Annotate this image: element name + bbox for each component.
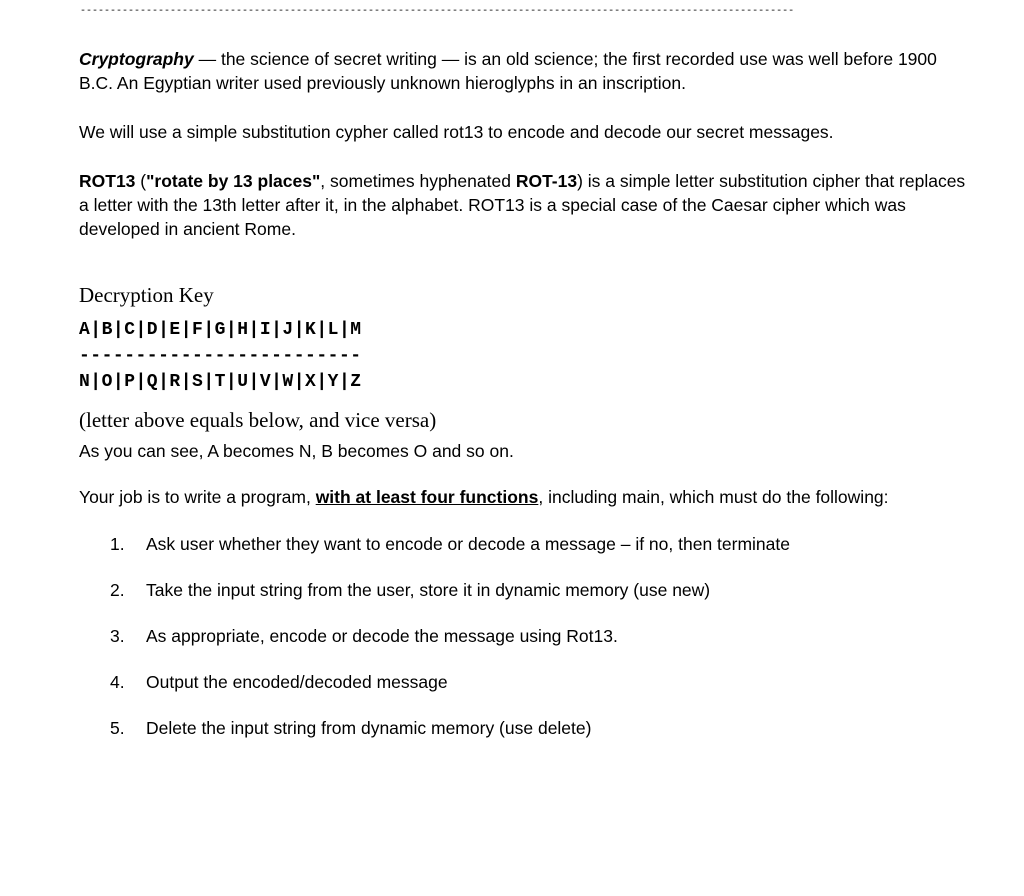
list-item xyxy=(110,578,910,624)
task-suffix: , including main, which must do the following: xyxy=(538,487,889,507)
key-note: (letter above equals below, and vice versa) xyxy=(79,408,437,432)
list-item xyxy=(110,716,910,762)
list-item xyxy=(110,670,910,716)
list-item xyxy=(110,532,910,578)
list-item-number: 3. xyxy=(110,626,125,646)
list-item xyxy=(110,624,910,670)
rot13-expansion: "rotate by 13 places" xyxy=(146,171,321,191)
rot13-term: ROT13 xyxy=(79,171,136,191)
rot13-rest: ) is a simple letter substitution cipher that replaces a letter with the 13th letter after it, in the alphabet. ROT13 is a special case of the Caesar cipher which was developed in ancient Rome. xyxy=(79,171,966,239)
list-item-text: Delete the input string from dynamic memory (use delete) xyxy=(146,718,592,738)
intro-text: — the science of secret writing — is an old science; the first recorded use was well before 1900 B.C. An Egyptian writer used previously unknown hieroglyphs in an inscription. xyxy=(79,49,937,93)
task-emphasis: with at least four functions xyxy=(315,487,539,507)
list-item-number: 2. xyxy=(110,580,125,600)
key-row-top: A|B|C|D|E|F|G|H|I|J|K|L|M xyxy=(79,320,362,340)
list-item-number: 5. xyxy=(110,718,125,738)
rot13-paragraph xyxy=(79,169,969,241)
rot13-middle: , sometimes hyphenated xyxy=(320,171,516,191)
task-paragraph xyxy=(79,485,969,509)
intro-paragraph xyxy=(79,47,969,95)
list-item-number: 4. xyxy=(110,672,125,692)
rot13-open-paren: ( xyxy=(135,171,147,191)
key-divider: ------------------------- xyxy=(79,346,362,366)
list-item-text: Take the input string from the user, store it in dynamic memory (use new) xyxy=(146,580,711,600)
list-item-text: Output the encoded/decoded message xyxy=(146,672,448,692)
task-prefix: Your job is to write a program, xyxy=(79,487,316,507)
list-item-number: 1. xyxy=(110,534,125,554)
list-item-text: As appropriate, encode or decode the message using Rot13. xyxy=(146,626,618,646)
decryption-key-title: Decryption Key xyxy=(79,283,214,307)
list-item-text: Ask user whether they want to encode or decode a message – if no, then terminate xyxy=(146,534,790,554)
cryptography-term: Cryptography xyxy=(79,49,194,69)
cipher-intro-paragraph: We will use a simple substitution cypher called rot13 to encode and decode our secret messages. xyxy=(79,122,834,142)
top-dashed-rule: ----------------------------------------------------------------------------------------------------------------------- xyxy=(80,6,795,17)
requirements-list xyxy=(110,532,910,762)
key-row-bottom: N|O|P|Q|R|S|T|U|V|W|X|Y|Z xyxy=(79,372,362,392)
rot13-alt-term: ROT-13 xyxy=(515,171,578,191)
key-example: As you can see, A becomes N, B becomes O and so on. xyxy=(79,441,514,461)
